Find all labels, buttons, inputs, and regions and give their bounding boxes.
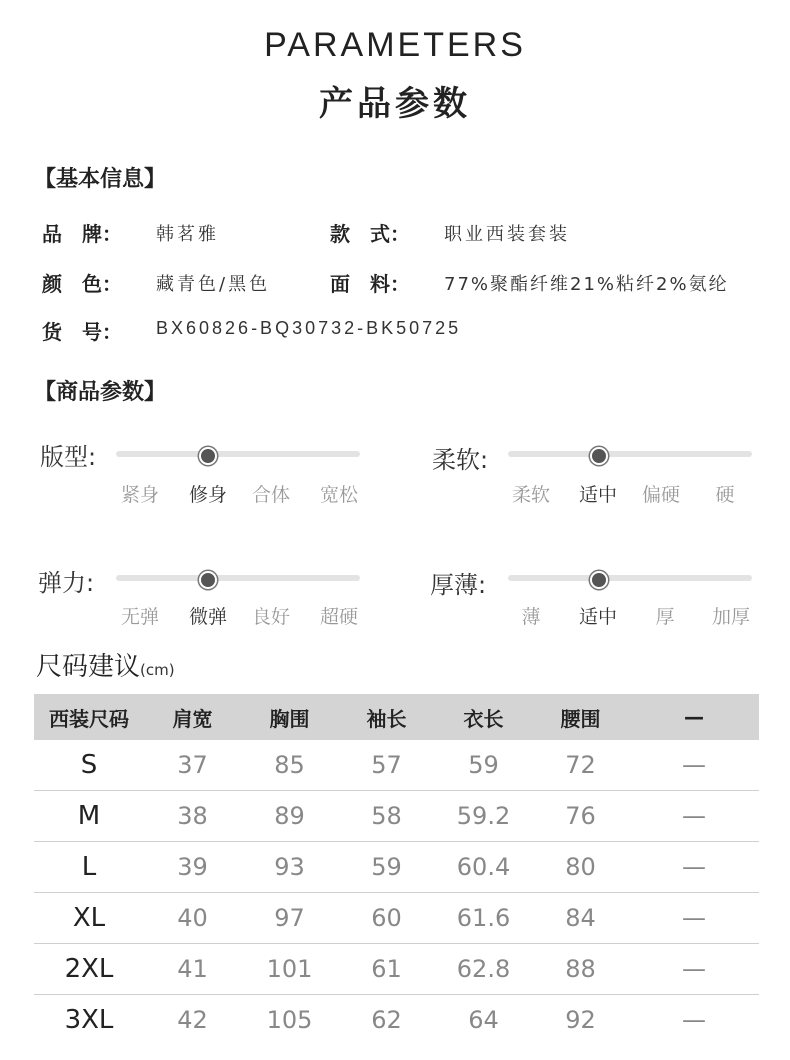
size-table-header (34, 694, 759, 740)
brand-value: 韩茗雅 (156, 224, 219, 245)
table-cell: 76 (532, 791, 629, 842)
material-label: 面 料： (330, 272, 410, 296)
table-row (34, 995, 759, 1046)
thickness-label: 厚薄: (430, 571, 487, 599)
table-cell: 57 (338, 740, 435, 791)
table-cell: 61.6 (435, 893, 532, 944)
thickness-track (508, 575, 752, 581)
elasticity-track (116, 575, 360, 581)
style-value: 职业西装套装 (444, 224, 570, 245)
table-cell: 37 (144, 740, 241, 791)
table-cell: 101 (241, 944, 338, 995)
sku-label: 货 号： (42, 320, 122, 344)
table-cell: 62 (371, 1006, 402, 1034)
table-cell: 72 (532, 740, 629, 791)
table-row (34, 791, 759, 842)
fit-option: 宽松 (319, 484, 358, 506)
col-header-waist: 腰围 (532, 694, 629, 740)
style-label: 款 式： (330, 222, 410, 246)
fit-label: 版型: (40, 443, 97, 471)
size-chart-unit: (cm) (140, 661, 175, 679)
thickness-indicator (590, 571, 608, 589)
fit-option: 紧身 (120, 484, 159, 506)
softness-indicator (590, 447, 608, 465)
table-row (34, 740, 759, 791)
product-params-heading: 【商品参数】 (34, 380, 167, 405)
table-cell: 60.4 (435, 842, 532, 893)
table-cell: — (629, 791, 759, 842)
table-cell: 62.8 (435, 944, 532, 995)
thickness-option-selected: 适中 (578, 606, 617, 628)
table-cell: 84 (532, 893, 629, 944)
sku-value: BX60826-BQ30732-BK50725 (156, 318, 462, 338)
table-cell: 58 (338, 791, 435, 842)
softness-option: 硬 (715, 484, 735, 506)
brand-label: 品 牌： (42, 222, 122, 246)
thickness-option: 加厚 (711, 606, 750, 628)
elasticity-option: 良好 (251, 606, 290, 628)
color-value: 藏青色/黑色 (156, 274, 271, 295)
fit-option-selected: 修身 (188, 484, 227, 506)
elasticity-label: 弹力: (38, 569, 95, 597)
elasticity-option: 无弹 (120, 606, 159, 628)
table-cell: 105 (266, 1006, 313, 1034)
table-cell-size: 2XL (34, 944, 144, 995)
softness-option: 柔软 (511, 484, 550, 506)
col-header-chest: 胸围 (241, 694, 338, 740)
table-cell: 80 (532, 842, 629, 893)
col-header-shoulder: 肩宽 (144, 694, 241, 740)
softness-label: 柔软: (432, 446, 489, 474)
table-cell: 89 (241, 791, 338, 842)
elasticity-option: 超硬 (319, 606, 358, 628)
softness-option-selected: 适中 (578, 484, 617, 506)
table-cell: 59.2 (435, 791, 532, 842)
table-cell-size: XL (34, 893, 144, 944)
elasticity-indicator (199, 571, 217, 589)
table-cell: — (629, 944, 759, 995)
table-cell: 88 (532, 944, 629, 995)
fit-option: 合体 (251, 484, 290, 506)
size-table (34, 694, 759, 1045)
table-cell-size: S (34, 740, 144, 791)
thickness-option: 厚 (655, 606, 675, 628)
table-cell: 38 (144, 791, 241, 842)
fit-track (116, 451, 360, 457)
thickness-option: 薄 (521, 606, 541, 628)
size-chart-title (36, 646, 175, 683)
col-header-sleeve: 袖长 (338, 694, 435, 740)
table-cell: 61 (338, 944, 435, 995)
softness-track (508, 451, 752, 457)
col-header-dash: — (629, 694, 759, 740)
table-cell: — (682, 1006, 706, 1034)
col-header-length: 衣长 (435, 694, 532, 740)
table-cell: 40 (144, 893, 241, 944)
elasticity-option-selected: 微弹 (188, 606, 227, 628)
fit-indicator (199, 447, 217, 465)
table-cell: 59 (435, 740, 532, 791)
table-row (34, 842, 759, 893)
table-row (34, 893, 759, 944)
basic-info-heading: 【基本信息】 (34, 167, 167, 192)
table-cell-size: 3XL (64, 1005, 114, 1035)
table-cell-size: M (34, 791, 144, 842)
page-title-cn: 产品参数 (319, 84, 471, 124)
table-cell: 85 (241, 740, 338, 791)
table-cell: 97 (241, 893, 338, 944)
col-header-size: 西装尺码 (34, 694, 144, 740)
table-cell: 59 (338, 842, 435, 893)
table-cell: 41 (144, 944, 241, 995)
table-cell: — (629, 893, 759, 944)
page-title-en: PARAMETERS (264, 26, 526, 64)
table-cell: — (629, 740, 759, 791)
size-chart-title-text: 尺码建议 (36, 652, 141, 682)
color-label: 颜 色： (42, 272, 122, 296)
table-cell-size: L (34, 842, 144, 893)
table-cell: 42 (177, 1006, 208, 1034)
material-value: 77%聚酯纤维21%粘纤2%氨纶 (444, 274, 729, 295)
softness-option: 偏硬 (641, 484, 680, 506)
table-cell: 93 (241, 842, 338, 893)
table-row (34, 944, 759, 995)
table-cell: 64 (468, 1006, 499, 1034)
table-cell: — (629, 842, 759, 893)
table-cell: 60 (338, 893, 435, 944)
table-cell: 39 (144, 842, 241, 893)
table-cell: 92 (565, 1006, 596, 1034)
